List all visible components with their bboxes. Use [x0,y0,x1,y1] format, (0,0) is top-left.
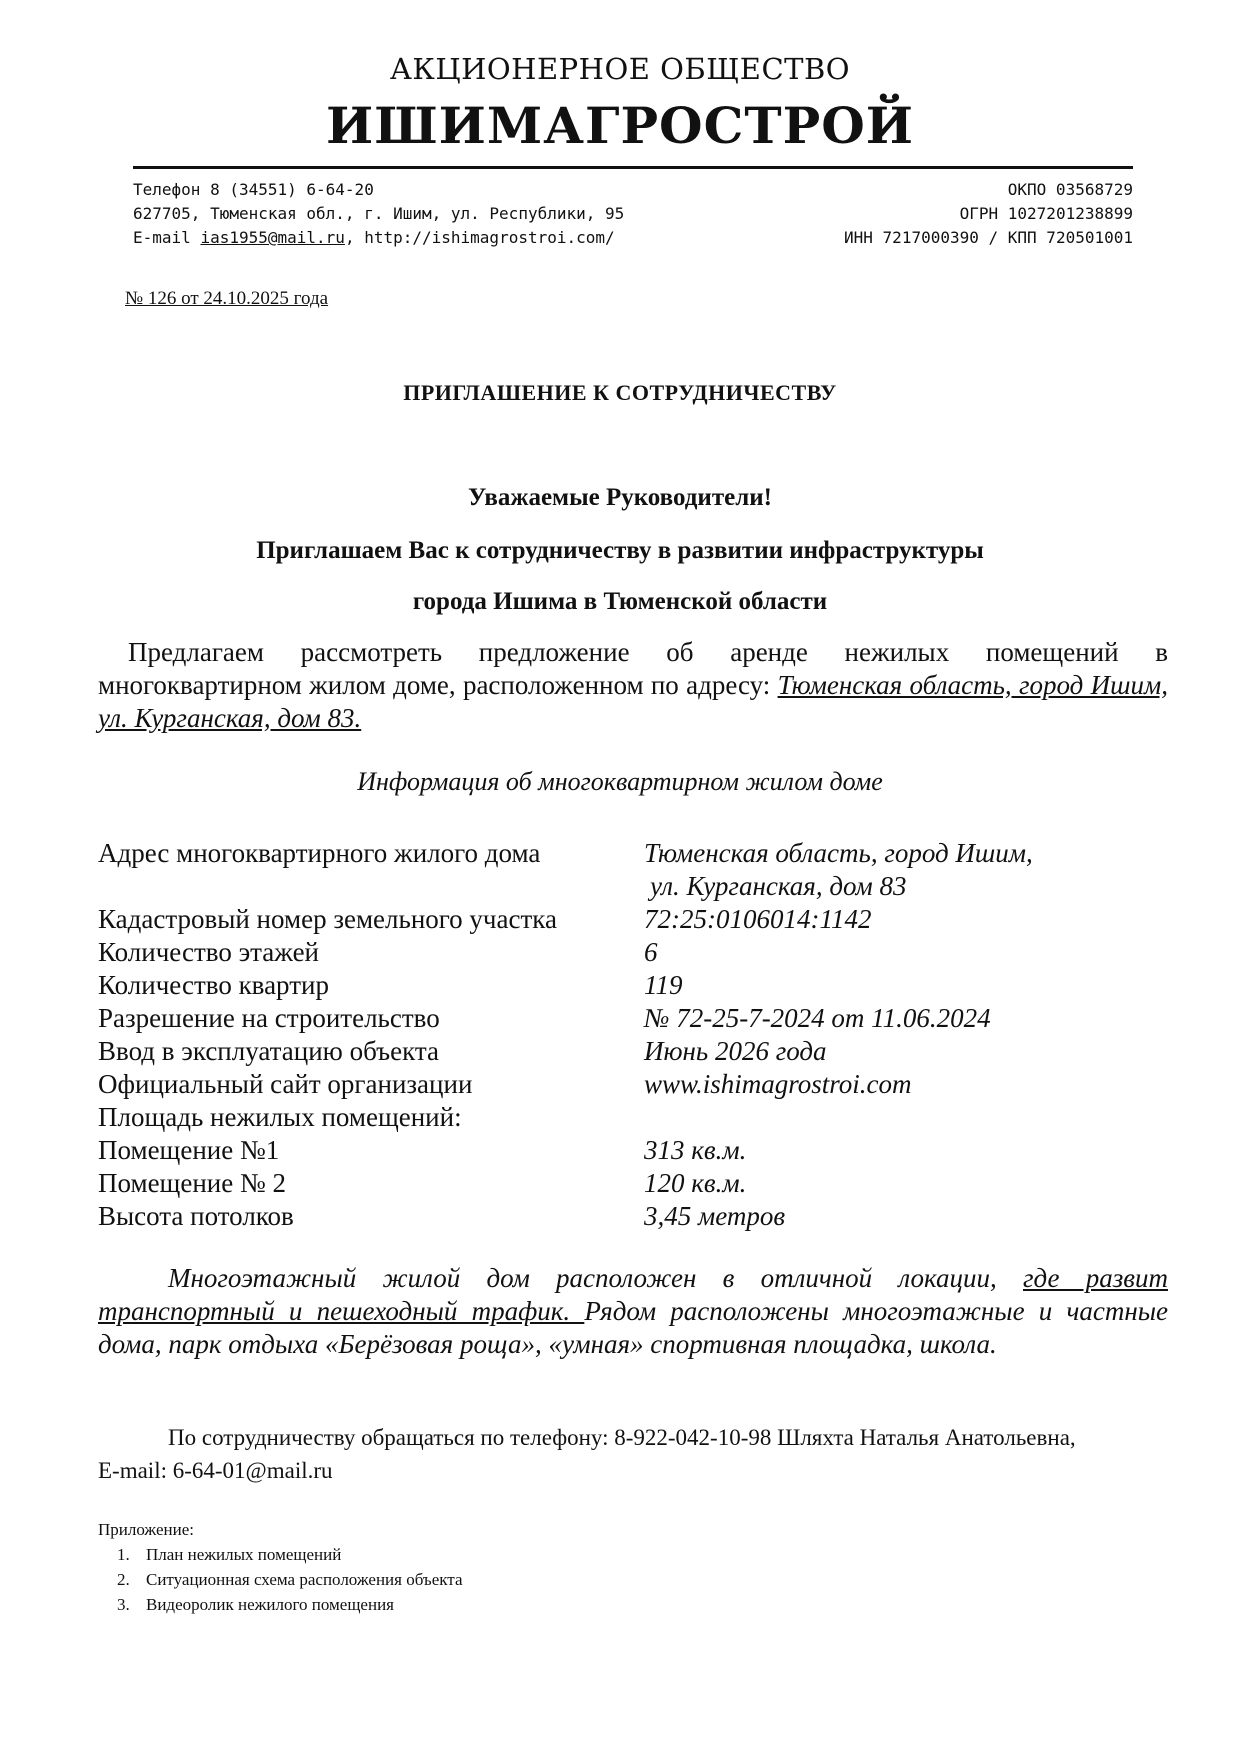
email-line [133,226,624,250]
location-part1: Многоэтажный жилой дом расположен в отличной локации, [168,1263,1023,1293]
room1-value: 313 кв.м. [644,1135,747,1165]
document-title: ПРИГЛАШЕНИЕ К СОТРУДНИЧЕСТВУ [403,380,837,405]
location-paragraph [98,1262,1168,1361]
document-number: № 126 от 24.10.2025 года [125,288,329,309]
contact-block [133,178,624,250]
offer-text: Предлагаем рассмотреть предложение об аренде нежилых помещений в многоквартирном жилом доме, расположенном по адресу: [98,637,1168,700]
requisites-block [844,178,1133,250]
commissioning-value: Июнь 2026 года [644,1036,827,1066]
greeting: Уважаемые Руководители! [468,484,772,511]
email-prefix: E-mail [133,228,201,247]
postal-address: 627705, Тюменская обл., г. Ишим, ул. Республики, 95 [133,204,625,223]
appendix-item: 3. Видеоролик нежилого помещения [134,1592,462,1617]
location-part3: Рядом расположены многоэтажные и частные дома, парк отдыха «Берёзовая роща», «умная» спортивная площадка, школа. [98,1296,1168,1359]
appendix [98,1517,462,1617]
permit-value: № 72-25-7-2024 от 11.06.2024 [644,1003,991,1033]
floors-label: Количество этажей [98,937,319,967]
contact-email[interactable]: E-mail: 6-64-01@mail.ru [98,1458,333,1483]
floors-value: 6 [644,937,658,967]
header-divider [133,166,1133,169]
appendix-list [98,1542,462,1617]
permit-label: Разрешение на строительство [98,1003,440,1033]
address-label: Адрес многоквартирного жилого дома [98,838,541,868]
room2-value: 120 кв.м. [644,1168,747,1198]
email-link[interactable]: ias1955@mail.ru [200,228,345,247]
room2-label: Помещение № 2 [98,1168,286,1198]
location-part2: где развит транспортный и пешеходный трафик. [98,1263,1168,1326]
cadastral-value: 72:25:0106014:1142 [644,904,872,934]
cadastral-label: Кадастровый номер земельного участка [98,904,557,934]
ceiling-label: Высота потолков [98,1201,294,1231]
ceiling-value: 3,45 метров [644,1201,786,1231]
contact-phone-text: По сотрудничеству обращаться по телефону: 8-922-042-10-98 Шляхта Наталья Анатольевна, [168,1425,1076,1450]
appendix-item: 2. Ситуационная схема расположения объекта [134,1567,462,1592]
phone: Телефон 8 (34551) 6-64-20 [133,180,374,199]
offer-paragraph [98,636,1168,735]
offer-address: Тюменская область, город Ишим, ул. Курганская, дом 83. [98,670,1168,733]
appendix-item: 1. План нежилых помещений [134,1542,462,1567]
site-value[interactable]: www.ishimagrostroi.com [644,1069,912,1099]
ogrn: ОГРН 1027201238899 [959,204,1133,223]
apartments-label: Количество квартир [98,970,329,1000]
commissioning-label: Ввод в эксплуатацию объекта [98,1036,439,1066]
apartments-value: 119 [644,970,683,1000]
invite-line-2: города Ишима в Тюменской области [412,588,828,615]
site-label: Официальный сайт организации [98,1069,473,1099]
address-value: Тюменская область, город Ишим, [644,838,1033,868]
org-name: ИШИМАГРОСТРОЙ [325,96,915,155]
area-label: Площадь нежилых помещений: [98,1102,462,1132]
contact-paragraph [98,1421,1178,1487]
okpo: ОКПО 03568729 [1007,180,1133,199]
inn-kpp: ИНН 7217000390 / КПП 720501001 [844,228,1133,247]
website-link[interactable]: , http://ishimagrostroi.com/ [344,228,615,247]
info-heading: Информация об многоквартирном жилом доме [357,767,883,796]
org-type: АКЦИОНЕРНОЕ ОБЩЕСТВО [389,52,851,86]
contact-line [98,1421,1178,1454]
appendix-title: Приложение: [98,1520,194,1539]
invite-line-1: Приглашаем Вас к сотрудничеству в развитии инфраструктуры [256,537,984,564]
address-value-line2: ул. Курганская, дом 83 [650,871,907,901]
room1-label: Помещение №1 [98,1135,280,1165]
